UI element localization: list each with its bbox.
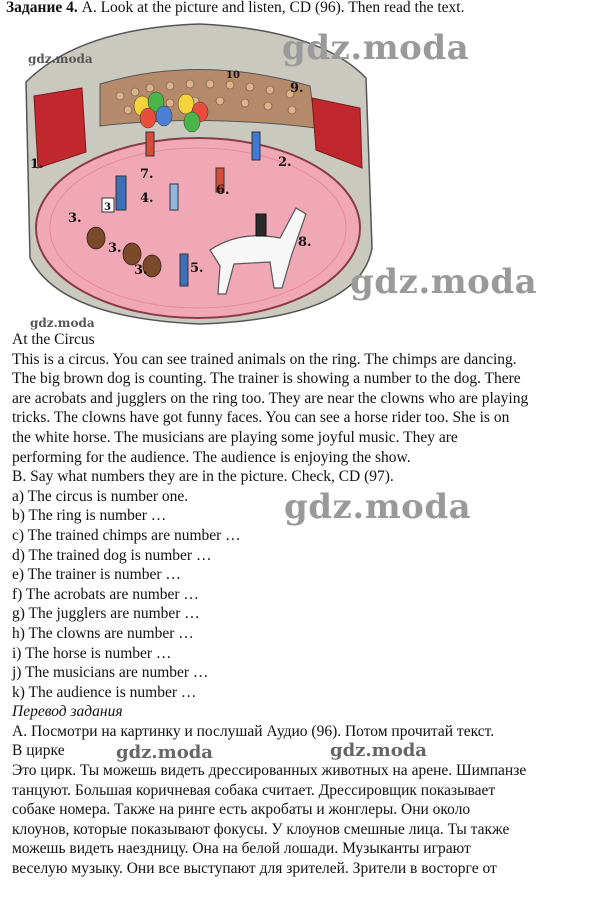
translation-line: можешь видеть наездницу. Она на белой лошади. Музыканты играют <box>12 840 471 858</box>
english-title: At the Circus <box>12 331 95 348</box>
watermark-large: gdz.moda <box>282 28 470 68</box>
exercise-item: c) The trained chimps are number … <box>12 526 241 544</box>
label-9: 9. <box>290 81 304 96</box>
label-3b: 3. <box>108 241 122 256</box>
label-10: 10 <box>226 70 240 81</box>
label-3a: 3. <box>68 211 82 226</box>
part-b-instruction: B. Say what numbers they are in the picture. Check, CD (97). <box>12 468 394 486</box>
translation-part-a: A. Посмотри на картинку и послушай Аудио (96). Потом прочитай текст. <box>12 722 495 740</box>
task-heading <box>6 0 464 18</box>
exercise-item: h) The clowns are number … <box>12 624 194 642</box>
translation-heading: Перевод задания <box>12 703 123 721</box>
exercise-item: d) The trained dog is number … <box>12 546 212 564</box>
exercise-item: a) The circus is number one. <box>12 487 189 505</box>
label-7: 7. <box>140 167 154 182</box>
watermark-small: gdz.moda <box>30 316 95 330</box>
translation-line: веселую музыку. Они все выступают для зрителей. Зрители в восторге от <box>12 860 497 878</box>
english-line: performing for the audience. The audience is enjoying the show. <box>12 448 411 466</box>
task-label: Задание 4. <box>6 0 78 16</box>
english-line: The big brown dog is counting. The trainer is showing a number to the dog. There <box>12 370 521 388</box>
horse-rider <box>256 214 266 236</box>
exercise-item: f) The acrobats are number … <box>12 585 199 603</box>
translation-line: Это цирк. Ты можешь видеть дрессированных животных на арене. Шимпанзе <box>12 762 527 780</box>
label-4: 4. <box>140 191 154 206</box>
translation-line: танцуют. Большая коричневая собака считает. Дрессировщик показывает <box>12 781 496 799</box>
label-6: 6. <box>216 183 230 198</box>
circus-ring <box>36 138 360 318</box>
watermark-large: gdz.moda <box>350 262 538 302</box>
exercise-item: i) The horse is number … <box>12 644 172 662</box>
label-8: 8. <box>298 235 312 250</box>
watermark-large: gdz.moda <box>284 487 472 527</box>
label-3c: 3. <box>134 263 148 278</box>
exercise-item: g) The jugglers are number … <box>12 605 200 623</box>
translation-line: собаке номера. Также на ринге есть акробаты и жонглеры. Они около <box>12 801 471 819</box>
english-line: are acrobats and jugglers on the ring too. They are near the clowns who are playing <box>12 389 529 407</box>
english-line: the white horse. The musicians are playing some joyful music. They are <box>12 428 458 446</box>
watermark-medium: gdz.moda <box>330 740 427 761</box>
english-line: This is a circus. You can see trained animals on the ring. The chimps are dancing. <box>12 350 517 368</box>
sign-number: 3 <box>104 202 111 213</box>
translation-title: В цирке <box>12 742 65 760</box>
label-5: 5. <box>190 261 204 276</box>
translation-line: клоунов, которые показывают фокусы. У клоунов смешные лица. Ты также <box>12 820 510 838</box>
exercise-item: k) The audience is number … <box>12 683 197 701</box>
label-1: 1. <box>30 157 44 172</box>
english-text <box>12 330 592 879</box>
label-2: 2. <box>278 155 292 170</box>
english-line: tricks. The clowns have got funny faces. You can see a horse rider too. She is on <box>12 409 510 427</box>
watermark-small: gdz.moda <box>28 52 93 66</box>
watermark-medium: gdz.moda <box>116 742 213 763</box>
task-instruction: A. Look at the picture and listen, CD (96). Then read the text. <box>77 0 465 16</box>
exercise-item: b) The ring is number … <box>12 507 167 525</box>
exercise-item: j) The musicians are number … <box>12 664 209 682</box>
exercise-item: e) The trainer is number … <box>12 566 181 584</box>
